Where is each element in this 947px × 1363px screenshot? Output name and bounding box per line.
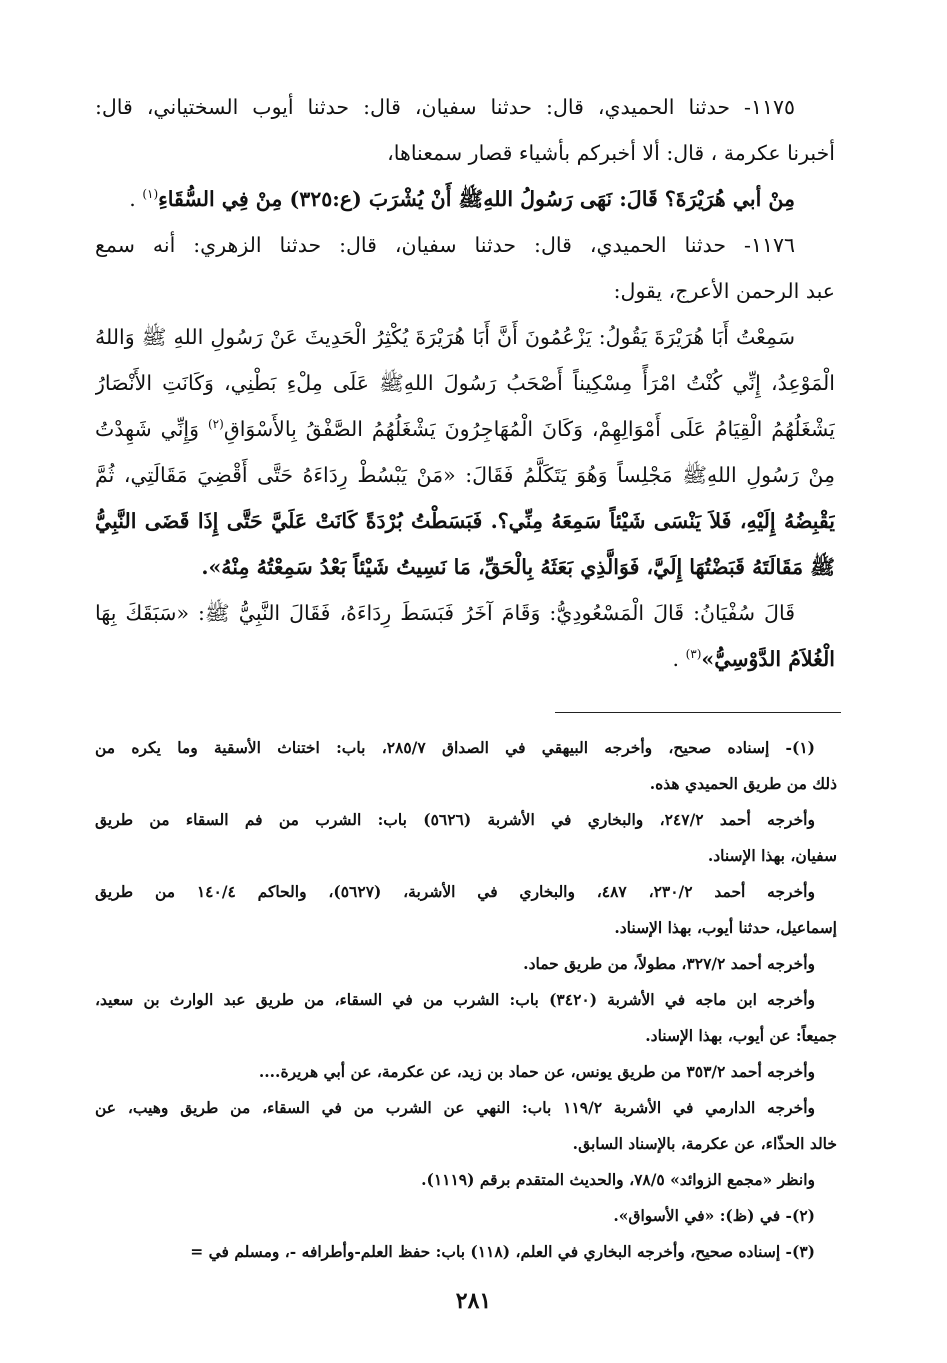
footnote-line	[95, 1018, 837, 1054]
footnote-line	[95, 802, 837, 838]
footnote-line-text: (٣)- إسناده صحيح، وأخرجه البخاري في العلم، (١١٨) باب: حفظ العلم-وأطرافه -، ومسلم في =	[190, 1242, 815, 1261]
main-text-line	[95, 544, 835, 590]
main-text-line	[95, 176, 835, 222]
main-text-line-text: الْمَوْعِدُ، إِنِّي كُنْتُ امْرَأً مِسْكِيناً أَصْحَبُ رَسُولَ اللهِﷺ عَلَى مِلْءِ بَطْنِي، وَكَانَتِ الأَنْصَارُ	[95, 371, 835, 395]
main-text-line-text: عبد الرحمن الأعرج، يقول:	[613, 279, 835, 303]
main-text-line	[95, 452, 835, 498]
main-text-line-text: ١١٧٦- حدثنا الحميدي، قال: حدثنا سفيان، قال: حدثنا الزهري: أنه سمع	[95, 233, 795, 257]
footnote-line	[95, 946, 837, 982]
footnote-line-text: إسماعيل، حدثنا أيوب، بهذا الإسناد.	[614, 918, 837, 937]
footnote-line	[95, 1126, 837, 1162]
footnote-line-text: ذلك من طريق الحميدي هذه.	[649, 774, 837, 793]
main-text-line	[95, 314, 835, 360]
main-text-line-text: يَقْبِضُهُ إِلَيْهِ، فَلاَ يَنْسَى شَيْئاً سَمِعَهُ مِنِّي؟. فَبَسَطْتُ بُرْدَةً كَانَتْ عَلَيَّ حَتَّى إِذَا قَضَى النَّبِيُّ	[95, 509, 835, 533]
main-text	[95, 84, 835, 682]
main-text-line-text: أخبرنا عكرمة ، قال: ألا أخبركم بأشياء قصار سمعناها،	[387, 141, 835, 165]
main-text-line-text: يَشْغَلُهُمُ الْقِيَامُ عَلَى أَمْوَالِهِمْ، وَكَانَ الْمُهَاجِرُونَ يَشْغَلُهُمُ الصَّفْقُ بِالأَسْوَاقِ	[223, 417, 835, 441]
footnote-line	[95, 1054, 837, 1090]
main-text-line	[95, 406, 835, 452]
page-number: ٢٨١	[455, 1288, 492, 1314]
footnote-line-text: (٢)- في (ظ): «في الأسواق».	[613, 1206, 815, 1225]
footnote-line-text: وأخرجه ابن ماجه في الأشربة (٣٤٢٠) باب: الشرب من في السقاء، من طريق عبد الوارث بن سعيد،	[95, 990, 815, 1009]
footnote-line-text: (١)- إسناده صحيح، وأخرجه البيهقي في الصداق ٢٨٥/٧، باب: اختناث الأسقية وما يكره من	[95, 738, 815, 757]
main-text-line-text: قَالَ سُفْيَانُ: قَالَ الْمَسْعُودِيُّ: وَقَامَ آخَرُ فَبَسَطَ رِدَاءَهُ، فَقَالَ النَّبِيُّ ﷺ: «سَبَقَكَ بِهَا	[95, 601, 795, 625]
footnote-line	[95, 730, 837, 766]
main-text-line	[95, 360, 835, 406]
main-text-line-tail: .	[129, 187, 143, 211]
footnote-line-text: وانظر «مجمع الزوائد» ٧٨/٥، والحديث المتقدم برقم (١١١٩).	[421, 1170, 815, 1189]
main-text-line	[95, 222, 835, 268]
footnote-line	[95, 1090, 837, 1126]
footnote-line-text: وأخرجه أحمد ٢٣٠/٢، ٤٨٧، والبخاري في الأشربة، (٥٦٢٧)، والحاكم ١٤٠/٤ من طريق	[95, 882, 815, 901]
footnote-line	[95, 766, 837, 802]
footnote-divider	[555, 712, 841, 713]
main-text-line-text: مِنْ رَسُولِ اللهِﷺ مَجْلِساً وَهُوَ يَتَكَلَّمُ فَقَالَ: «مَنْ يَبْسُطْ رِدَاءَهُ حَتَّى أَقْضِيَ مَقَالَتِي، ثُمَّ	[95, 463, 835, 487]
footnote-reference: (٣)	[685, 647, 702, 662]
main-text-line	[95, 268, 835, 314]
main-text-line-text: مِنْ أبي هُرَيْرَةَ؟ قَالَ: نَهَى رَسُولُ اللهِﷺ أَنْ يُشْرَبَ (ع:٣٢٥) مِنْ فِي السُّقَاءِ	[158, 187, 795, 211]
footnote-line	[95, 982, 837, 1018]
main-text-line-text: ١١٧٥- حدثنا الحميدي، قال: حدثنا سفيان، قال: حدثنا أيوب السختياني، قال:	[95, 95, 795, 119]
main-text-line	[95, 590, 835, 636]
footnote-line-text: خالد الحذّاء، عن عكرمة، بالإسناد السابق.	[572, 1134, 837, 1153]
main-text-line	[95, 130, 835, 176]
footnotes	[95, 730, 837, 1270]
footnote-line	[95, 838, 837, 874]
main-text-line-tail: وَإِنِّي شَهِدْتُ	[95, 417, 208, 441]
footnote-line	[95, 874, 837, 910]
main-text-line	[95, 636, 835, 682]
main-text-line	[95, 498, 835, 544]
footnote-line-text: وأخرجه الدارمي في الأشربة ١١٩/٢ باب: النهي عن الشرب من في السقاء، من طريق وهيب، عن	[95, 1098, 815, 1117]
footnote-reference: (١)	[142, 187, 159, 202]
main-text-line-text: الْغُلاَمُ الدَّوْسِيُّ»	[701, 647, 835, 671]
footnote-line	[95, 1162, 837, 1198]
main-text-line-tail: .	[672, 647, 686, 671]
footnote-line-text: سفيان، بهذا الإسناد.	[707, 846, 837, 865]
main-text-line	[95, 84, 835, 130]
footnote-line-text: وأخرجه أحمد ٢٤٧/٢، والبخاري في الأشربة (٥٦٢٦) باب: الشرب من فم السقاء من طريق	[95, 810, 815, 829]
footnote-line	[95, 1234, 837, 1270]
main-text-line-text: ﷺ مَقَالَتَهُ قَبَضْتُهَا إِلَيَّ، فَوَالَّذِي بَعَثَهُ بِالْحَقِّ، مَا نَسِيتُ شَيْئاً بَعْدُ سَمِعْتُهُ مِنْهُ».	[201, 555, 835, 579]
footnote-line	[95, 910, 837, 946]
footnote-line-text: وأخرجه أحمد ٣٥٣/٢ من طريق يونس، عن حماد بن زيد، عن عكرمة، عن أبي هريرة....	[258, 1062, 815, 1081]
main-text-line-text: سَمِعْتُ أَبَا هُرَيْرَةَ يَقُولُ: يَزْعُمُونَ أَنَّ أَبَا هُرَيْرَةَ يُكْثِرُ الْحَدِيثَ عَنْ رَسُولِ اللهِ ﷺ وَاللهُ	[95, 325, 795, 349]
footnote-line	[95, 1198, 837, 1234]
footnote-line-text: جميعاً: عن أيوب، بهذا الإسناد.	[645, 1026, 837, 1045]
footnote-line-text: وأخرجه أحمد ٣٢٧/٢، مطولاً، من طريق حماد.	[523, 954, 815, 973]
footnote-reference: (٢)	[207, 417, 224, 432]
